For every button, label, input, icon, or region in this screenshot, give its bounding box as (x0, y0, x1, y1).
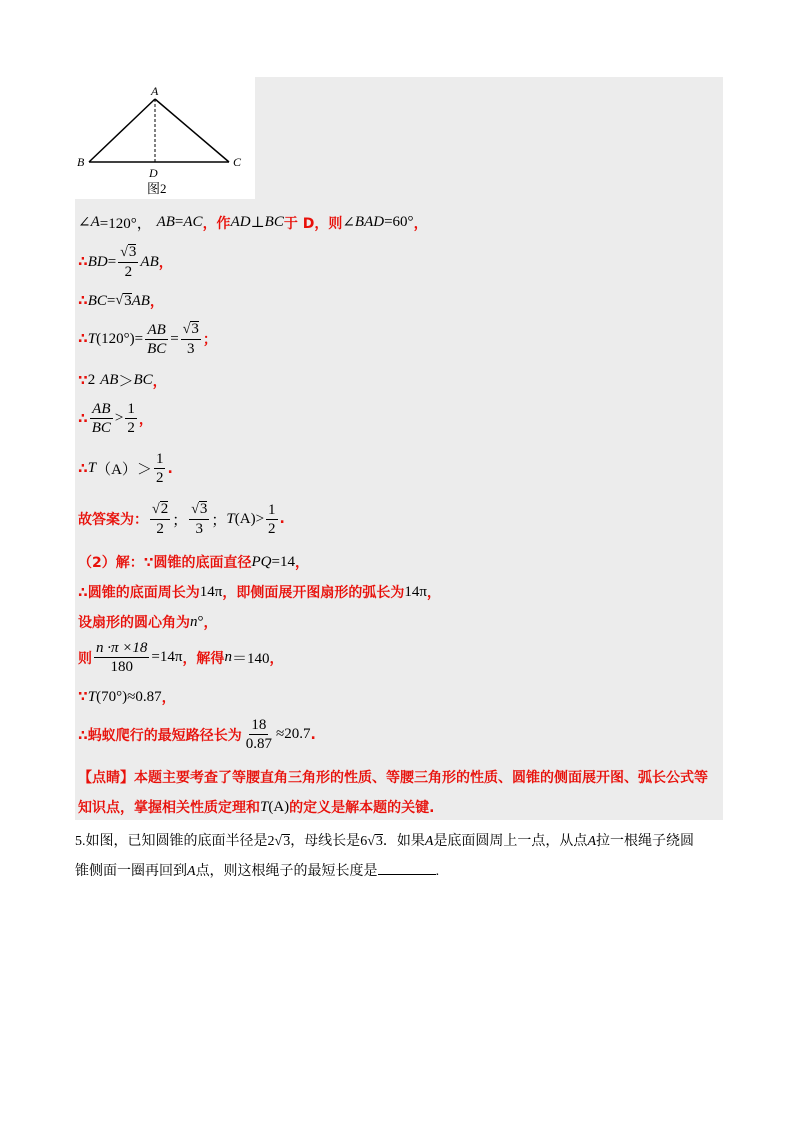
figure-caption: 图2 (147, 181, 167, 196)
label-d: D (149, 166, 158, 180)
solution-line-1: ∠ A =120°， AB = AC ，作 AD ⊥ BC 于 D，则 ∠ BAD =60° ， (78, 214, 428, 232)
solution-line-12: 则 $\frac{n \cdot\pi \times 18}{180}$ =14π ，解得 n ＝140 ， (78, 640, 284, 675)
label-b: B (77, 155, 85, 169)
solution-line-4: ∴ T (120°) = $\frac{AB}{BC}$ = √ 3 3 ； (78, 321, 217, 357)
question-5-line-2: 锥侧面一圈再回到A点，则这根绳子的最短长度是 . (75, 864, 440, 879)
solution-line-16: 知识点，掌握相关性质定理和 T (A) 的定义是解本题的关键. (78, 798, 435, 816)
side-ab (89, 99, 155, 162)
label-a: A (151, 84, 159, 98)
solution-line-15: 【点睛】本题主要考查了等腰直角三角形的性质、等腰三角形的性质、圆锥的侧面展开图、弧长公式等 (78, 770, 708, 786)
solution-line-6: ∴ $\frac{AB}{BC}$ > $\frac{1}{2}$ ， (78, 401, 153, 436)
solution-line-9: （2）解：∵圆锥的底面直径 PQ =14 ， (78, 553, 309, 571)
solution-line-5: ∵ 2 AB ＞ BC ， (78, 372, 167, 390)
solution-line-3: ∴ BC = √ 3 AB ， (78, 292, 164, 310)
solution-line-8: 故答案为： √ 2 2 ； √ 3 3 ； T (A) > $\frac{1}{2}$ . (78, 501, 285, 537)
solution-line-7: ∴ T （A） ＞ $\frac{1}{2}$ . (78, 451, 173, 486)
solution-line-14: ∴蚂蚁爬行的最短路径长为 $\frac{18}{0.87}$ ≈20.7 . (78, 717, 316, 752)
answer-blank[interactable] (378, 862, 436, 875)
triangle-figure (75, 77, 255, 199)
solution-line-11: 设扇形的圆心角为 n ° ， (78, 613, 218, 631)
label-c: C (233, 155, 242, 169)
solution-line-13: ∵ T (70°) ≈0.87 ， (78, 688, 176, 706)
side-ac (155, 99, 229, 162)
solution-line-2: ∴ BD = √ 3 2 AB ， (78, 244, 173, 280)
solution-line-10: ∴圆锥的底面周长为 14π ，即侧面展开图扇形的弧长为 14π ， (78, 583, 441, 601)
question-5-line-1: 5.如图，已知圆锥的底面半径是2 √ 3 ，母线长是6 √ 3 ．如果A是底面圆周上一点，从点A拉一根绳子绕圆 (75, 834, 694, 849)
